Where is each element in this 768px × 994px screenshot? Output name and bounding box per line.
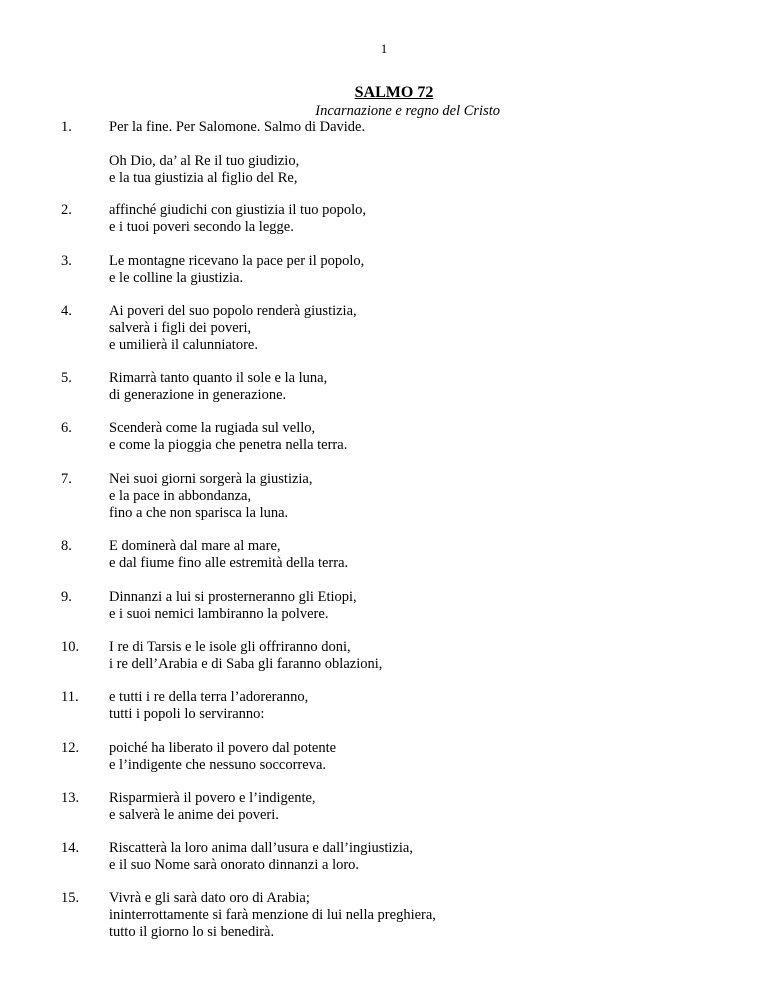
verse-text [109, 639, 382, 673]
verse-line: e la pace in abbondanza, [109, 488, 252, 504]
verse-line: Ai poveri del suo popolo renderà giustizia, [109, 303, 357, 319]
verse-line: Rimarrà tanto quanto il sole e la luna, [109, 370, 328, 386]
verse-line: e umilierà il calunniatore. [109, 337, 258, 353]
verse-text [109, 790, 316, 824]
verse-line: Dinnanzi a lui si prosterneranno gli Etiopi, [109, 589, 357, 605]
verse-line: salverà i figli dei poveri, [109, 320, 252, 336]
page-title: SALMO 72 [354, 84, 434, 101]
verse-line: Vivrà e gli sarà dato oro di Arabia; [109, 890, 310, 906]
verse-number: 2. [61, 202, 72, 218]
verse-number: 8. [61, 538, 72, 554]
verse-line: Risparmierà il povero e l’indigente, [109, 790, 316, 806]
verse-line: Nei suoi giorni sorgerà la giustizia, [109, 471, 313, 487]
verse-number: 6. [61, 420, 72, 436]
verse-line: I re di Tarsis e le isole gli offriranno doni, [109, 639, 351, 655]
verse-text [109, 689, 308, 723]
verse-line [109, 136, 365, 153]
verse-text [109, 538, 348, 572]
verse-line: e i tuoi poveri secondo la legge. [109, 219, 294, 235]
verse-line: e tutti i re della terra l’adoreranno, [109, 689, 309, 705]
verse-line: ininterrottamente si farà menzione di lui nella preghiera, [109, 907, 436, 923]
verse-line: i re dell’Arabia e di Saba gli faranno oblazioni, [109, 656, 383, 672]
verse-number: 9. [61, 589, 72, 605]
verse-text [109, 589, 357, 623]
verse-number: 10. [61, 639, 80, 655]
verse-line: poiché ha liberato il povero dal potente [109, 740, 337, 756]
verse-number: 1. [61, 119, 72, 135]
verse-text [109, 303, 357, 354]
verse-line: e le colline la giustizia. [109, 270, 244, 286]
verse-line: tutti i popoli lo serviranno: [109, 706, 265, 722]
verse-number: 12. [61, 740, 80, 756]
verse-text [109, 370, 327, 404]
verse-number: 7. [61, 471, 72, 487]
verse-number: 3. [61, 253, 72, 269]
verse-text [109, 740, 336, 774]
verse-number: 14. [61, 840, 80, 856]
verse-text [109, 471, 313, 522]
verse-line: Le montagne ricevano la pace per il popolo, [109, 253, 365, 269]
verse-number: 11. [61, 689, 79, 705]
verse-line: Oh Dio, da’ al Re il tuo giudizio, [109, 153, 300, 169]
verse-line: di generazione in generazione. [109, 387, 287, 403]
verse-number: 13. [61, 790, 80, 806]
verse-line: e come la pioggia che penetra nella terra. [109, 437, 348, 453]
verse-number: 15. [61, 890, 80, 906]
verse-line: E dominerà dal mare al mare, [109, 538, 281, 554]
verse-text [109, 253, 364, 287]
verse-line: e l’indigente che nessuno soccorreva. [109, 757, 327, 773]
verse-text [109, 840, 413, 874]
verse-line: e il suo Nome sarà onorato dinnanzi a loro. [109, 857, 360, 873]
verse-number: 4. [61, 303, 72, 319]
page-subtitle: Incarnazione e regno del Cristo [315, 103, 500, 119]
verse-text [109, 420, 347, 454]
verse-line: tutto il giorno lo si benedirà. [109, 924, 275, 940]
verse-line: e salverà le anime dei poveri. [109, 807, 279, 823]
verse-text [109, 119, 365, 187]
verse-line: Per la fine. Per Salomone. Salmo di Davide. [109, 119, 366, 135]
verse-text [109, 202, 366, 236]
verse-line: Scenderà come la rugiada sul vello, [109, 420, 316, 436]
verse-line: e la tua giustizia al figlio del Re, [109, 170, 298, 186]
verse-line: e dal fiume fino alle estremità della terra. [109, 555, 349, 571]
verse-number: 5. [61, 370, 72, 386]
page-number: 1 [380, 41, 388, 56]
verse-line: e i suoi nemici lambiranno la polvere. [109, 606, 329, 622]
verse-line: affinché giudichi con giustizia il tuo popolo, [109, 202, 367, 218]
verse-text [109, 890, 436, 941]
verse-line: fino a che non sparisca la luna. [109, 505, 289, 521]
verse-line: Riscatterà la loro anima dall’usura e dall’ingiustizia, [109, 840, 413, 856]
